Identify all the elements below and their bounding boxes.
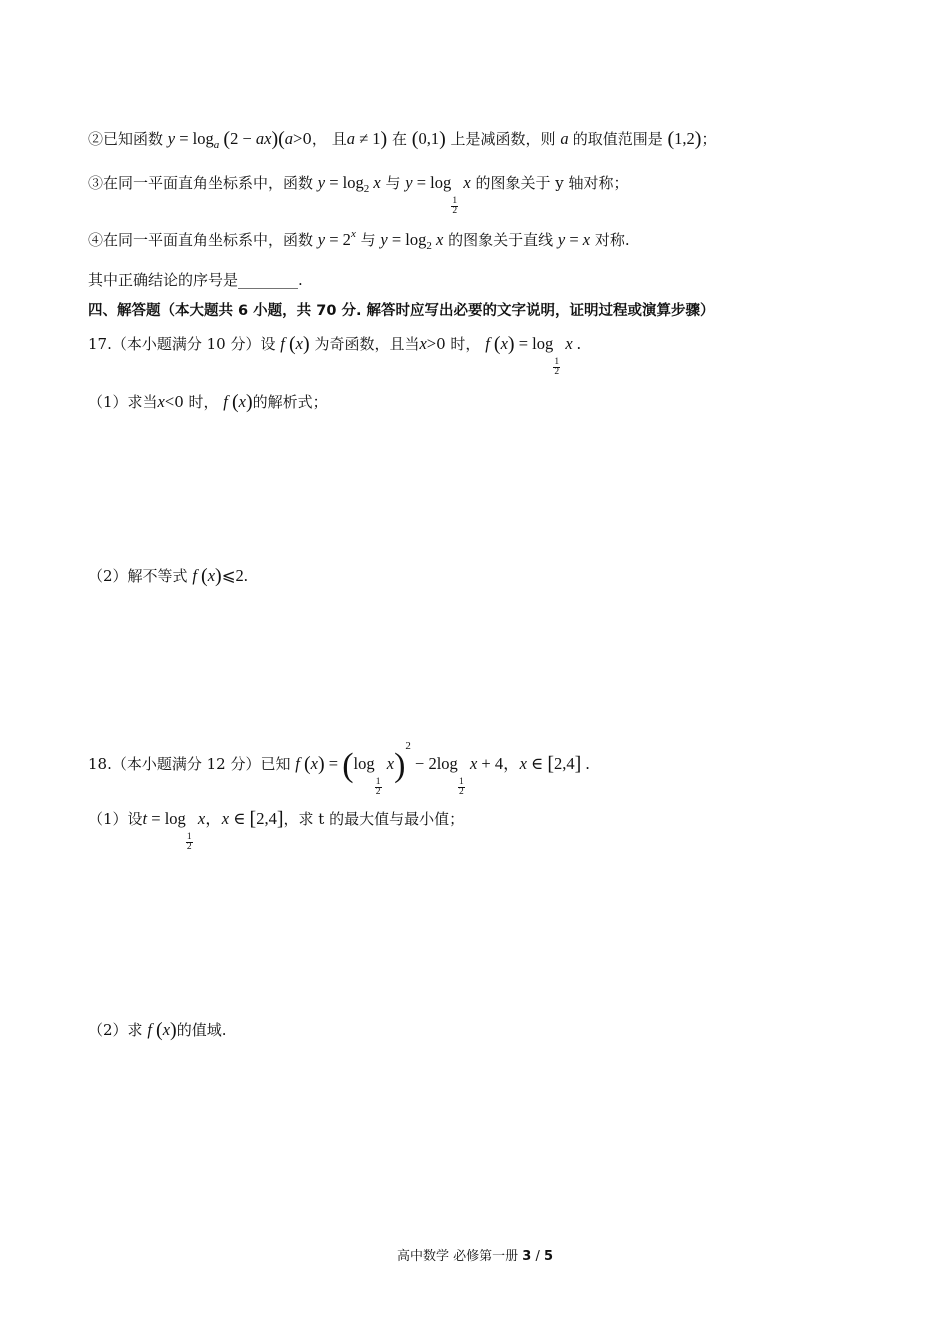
item-3-line: ③在同一平面直角坐标系中，函数 $y = \log_2 x$ 与 y = log $\frac{1}{2}$ x 的图象关于 y 轴对称； (88, 173, 629, 216)
item-3-end: 的图象关于 y 轴对称； (475, 174, 629, 192)
half-fraction: $\frac{1}{2}$ (452, 196, 458, 216)
item-2-end: ； (701, 130, 717, 148)
footer-subject: 高中数学 必修第一册 (396, 1249, 519, 1264)
answer-prompt-text: 其中正确结论的序号是________. (88, 271, 303, 289)
item-2-cond2: 且 (331, 130, 347, 148)
item-2-formula: $y = \log_a (2 - ax)(a>$ (167, 128, 303, 151)
q18-intro (88, 740, 590, 797)
q17-part1-mid: 0 时， (174, 393, 219, 411)
page-footer (0, 1245, 950, 1264)
q17-part2-pre: （2）解不等式 (88, 567, 188, 585)
item-4-text: ④在同一平面直角坐标系中，函数 (88, 231, 314, 249)
q17-part1: （1）求当x<0 时， f (x)的解析式； (88, 391, 328, 413)
q17-intro: 17.（本小题满分 10 分）设 f (x) 为奇函数，且当x>0 时， f (x) = log $\frac{1}{2}$ x . (88, 333, 581, 377)
q17-intro-text: 17.（本小题满分 10 分）设 (88, 335, 276, 353)
q18-intro-text: 18.（本小题满分 12 分）已知 (88, 755, 291, 773)
q18-part2-pre: （2）求 (88, 1021, 143, 1039)
item-4-and: 与 (360, 231, 376, 249)
q17-part1-pre: （1）求当 (88, 393, 158, 411)
item-2-line: ②已知函数 $y = \log_a (2 - ax)(a>0$， 且a ≠ 1) 在 (0,1) 上是减函数，则 a 的取值范围是 (1,2)； (88, 128, 717, 151)
footer-separator: / (535, 1249, 540, 1264)
q18-formula: f (x) = (log $\frac{1}{2}$ x)$^2$ − 2log $\frac{1}{2}$ x + 4，x ∈ [2,4] . (295, 740, 590, 797)
q17-part2-end: 2. (235, 566, 248, 585)
item-3-and: 与 (385, 174, 401, 192)
item-4-end: 对称. (594, 231, 630, 249)
q18-part1-pre: （1）设 (88, 810, 143, 828)
q17-part2: （2）解不等式 f (x)⩽2. (88, 565, 248, 587)
section-4-heading (88, 300, 715, 322)
q17-intro-text3: 0 时， (436, 335, 481, 353)
item-4-mid: 的图象关于直线 (448, 231, 554, 249)
q17-part1-end: 的解析式； (252, 393, 328, 411)
footer-page-total: 5 (543, 1249, 554, 1264)
item-4-line: ④在同一平面直角坐标系中，函数 $y = 2^x$ 与 $y = \log_2 x$ 的图象关于直线 y = x 对称. (88, 228, 630, 252)
item-2-cond1: 0， (302, 130, 327, 148)
answer-prompt (88, 269, 303, 291)
item-2-mid: 在 (391, 130, 407, 148)
q18-part2: （2）求 f (x)的值域. (88, 1019, 227, 1041)
item-2-mid2: 上是减函数，则 (450, 130, 556, 148)
q18-part2-end: 的值域. (176, 1021, 227, 1039)
footer-page-number: 3 (522, 1249, 532, 1264)
q17-intro-text2: 为奇函数，且当 (314, 335, 420, 353)
item-2-mid3: 的取值范围是 (572, 130, 663, 148)
q18-part1: （1）设t = log $\frac{1}{2}$ x，x ∈ [2,4]，求 t 的最大值与最小值； (88, 808, 465, 852)
item-2-text: ②已知函数 (88, 130, 164, 148)
item-3-text: ③在同一平面直角坐标系中，函数 (88, 174, 314, 192)
q18-part1-end: ，求 t 的最大值与最小值； (283, 810, 465, 828)
section-4-heading-text: 四、解答题（本大题共 6 小题，共 70 分. 解答时应写出必要的文字说明，证明过程或演算步骤） (88, 303, 715, 319)
